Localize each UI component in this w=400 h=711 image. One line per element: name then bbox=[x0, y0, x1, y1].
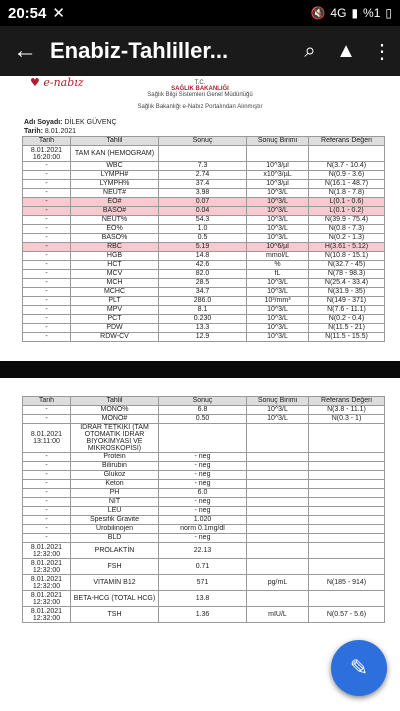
table-cell bbox=[309, 534, 385, 543]
table-row bbox=[23, 534, 385, 543]
table-cell: 10^3/L bbox=[247, 324, 309, 333]
table-cell: 0.5 bbox=[159, 234, 247, 243]
table-cell: N(3.8 - 11.1) bbox=[309, 406, 385, 415]
table-cell: 1.020 bbox=[159, 516, 247, 525]
network-label: 4G bbox=[330, 6, 347, 20]
status-bar bbox=[0, 0, 400, 26]
table-cell bbox=[309, 453, 385, 462]
table-cell: - bbox=[23, 252, 71, 261]
table-row bbox=[23, 516, 385, 525]
column-header: Tarih bbox=[23, 137, 71, 146]
table-cell: 10^3/L bbox=[247, 234, 309, 243]
table-row bbox=[23, 507, 385, 516]
table-row bbox=[23, 462, 385, 471]
name-label: Adı Soyadı: bbox=[24, 119, 63, 126]
table-cell: 10^3/L bbox=[247, 288, 309, 297]
date-label: Tarih: bbox=[24, 128, 43, 135]
table-cell: - bbox=[23, 216, 71, 225]
table-cell: LYMPH% bbox=[71, 180, 159, 189]
table-cell: - neg bbox=[159, 471, 247, 480]
table-cell: pg/mL bbox=[247, 575, 309, 591]
table-cell: Spesifik Gravite bbox=[71, 516, 159, 525]
table-cell bbox=[247, 453, 309, 462]
table-cell: - bbox=[23, 415, 71, 424]
table-cell: norm 0.1mg/dl bbox=[159, 525, 247, 534]
table-cell: PROLAKTİN bbox=[71, 543, 159, 559]
table-cell: N(0.3 - 1) bbox=[309, 415, 385, 424]
table-cell: - neg bbox=[159, 498, 247, 507]
logo-text: e-nabız bbox=[43, 76, 84, 89]
table-cell: % bbox=[247, 261, 309, 270]
table-cell: 5.19 bbox=[159, 243, 247, 252]
table-row bbox=[23, 415, 385, 424]
table-cell bbox=[247, 462, 309, 471]
column-header: Sonuç Birimi bbox=[247, 137, 309, 146]
table-cell: mmol/L bbox=[247, 252, 309, 261]
table-cell bbox=[247, 591, 309, 607]
table-cell: 6.0 bbox=[159, 489, 247, 498]
table-cell: BASO% bbox=[71, 234, 159, 243]
table-row bbox=[23, 525, 385, 534]
table-row bbox=[23, 270, 385, 279]
table-cell: NIT bbox=[71, 498, 159, 507]
table-cell: - bbox=[23, 243, 71, 252]
table-cell: N(11.5 - 21) bbox=[309, 324, 385, 333]
table-row bbox=[23, 216, 385, 225]
table-cell: 10^6/µl bbox=[247, 243, 309, 252]
table-cell bbox=[247, 146, 309, 162]
table-cell: HGB bbox=[71, 252, 159, 261]
table-row bbox=[23, 591, 385, 607]
table-cell: - bbox=[23, 489, 71, 498]
table-cell: MPV bbox=[71, 306, 159, 315]
pdf-page-1 bbox=[0, 76, 400, 361]
report-date: 8.01.2021 bbox=[44, 128, 77, 135]
column-header: Referans Değeri bbox=[309, 137, 385, 146]
column-header: Sonuç bbox=[159, 137, 247, 146]
column-header: Referans Değeri bbox=[309, 397, 385, 406]
table-row bbox=[23, 315, 385, 324]
table-cell bbox=[247, 559, 309, 575]
table-cell bbox=[309, 146, 385, 162]
table-row bbox=[23, 198, 385, 207]
table-cell: BASO# bbox=[71, 207, 159, 216]
table-cell: 10^3/L bbox=[247, 207, 309, 216]
table-cell: - bbox=[23, 207, 71, 216]
table-cell: 10^3/L bbox=[247, 306, 309, 315]
edit-fab-button[interactable] bbox=[331, 640, 387, 696]
table-cell: - bbox=[23, 525, 71, 534]
table-cell: FSH bbox=[71, 559, 159, 575]
table-cell: BLD bbox=[71, 534, 159, 543]
table-cell: 3.98 bbox=[159, 189, 247, 198]
table-cell: mIU/L bbox=[247, 607, 309, 623]
table-cell: 10^3/L bbox=[247, 415, 309, 424]
table-cell: N(78 - 98.3) bbox=[309, 270, 385, 279]
battery-icon: ▯ bbox=[385, 6, 392, 20]
table-cell bbox=[247, 480, 309, 489]
table-cell: 0.50 bbox=[159, 415, 247, 424]
table-cell: - bbox=[23, 225, 71, 234]
clock: 20:54 bbox=[8, 4, 47, 22]
table-cell: MONO# bbox=[71, 415, 159, 424]
table-cell bbox=[247, 507, 309, 516]
table-cell: 8.01.2021 12:32:00 bbox=[23, 607, 71, 623]
table-cell: MCH bbox=[71, 279, 159, 288]
table-cell: - bbox=[23, 234, 71, 243]
table-cell bbox=[247, 516, 309, 525]
table-cell: 28.5 bbox=[159, 279, 247, 288]
table-cell: MCV bbox=[71, 270, 159, 279]
table-cell: İDRAR TETKİKİ (TAM OTOMATİK İDRAR BİYOKİMYASI VE MİKROSKOPİSİ) bbox=[71, 424, 159, 453]
table-cell: N(16.1 - 48.7) bbox=[309, 180, 385, 189]
table-cell: N(31.9 - 35) bbox=[309, 288, 385, 297]
table-cell: 8.01.2021 12:32:00 bbox=[23, 591, 71, 607]
header-line-2: SAĞLIK BAKANLIĞI bbox=[171, 86, 229, 92]
table-cell bbox=[247, 543, 309, 559]
table-cell bbox=[309, 462, 385, 471]
table-cell: - bbox=[23, 288, 71, 297]
table-cell: - neg bbox=[159, 534, 247, 543]
table-cell: MONO% bbox=[71, 406, 159, 415]
table-cell: N(1.8 - 7.8) bbox=[309, 189, 385, 198]
table-cell bbox=[247, 424, 309, 453]
table-cell bbox=[247, 525, 309, 534]
table-cell: 10³/mm³ bbox=[247, 297, 309, 306]
table-cell: - bbox=[23, 498, 71, 507]
table-cell: 10^3/L bbox=[247, 315, 309, 324]
table-cell: 286.0 bbox=[159, 297, 247, 306]
table-cell: N(32.7 - 45) bbox=[309, 261, 385, 270]
table-cell: RDW-CV bbox=[71, 333, 159, 342]
table-cell: VİTAMİN B12 bbox=[71, 575, 159, 591]
table-cell: Bilirubin bbox=[71, 462, 159, 471]
table-cell: - bbox=[23, 462, 71, 471]
table-cell bbox=[309, 507, 385, 516]
table-cell: Ürobilinojen bbox=[71, 525, 159, 534]
table-row bbox=[23, 234, 385, 243]
table-header bbox=[23, 397, 385, 406]
table-cell: 34.7 bbox=[159, 288, 247, 297]
document-title: Enabiz-Tahliller... bbox=[50, 38, 229, 63]
column-header: Tahlil bbox=[71, 397, 159, 406]
table-cell: Keton bbox=[71, 480, 159, 489]
table-cell: N(0.2 - 1.3) bbox=[309, 234, 385, 243]
table-cell: - bbox=[23, 189, 71, 198]
table-cell bbox=[309, 489, 385, 498]
table-cell: 10^3/L bbox=[247, 216, 309, 225]
table-cell: - bbox=[23, 171, 71, 180]
table-row bbox=[23, 207, 385, 216]
table-cell: 8.01.2021 12:32:00 bbox=[23, 543, 71, 559]
table-row bbox=[23, 306, 385, 315]
table-cell: 0.07 bbox=[159, 198, 247, 207]
table-cell: BETA-HCG (TOTAL HCG) bbox=[71, 591, 159, 607]
table-cell: - bbox=[23, 279, 71, 288]
table-cell: Protein bbox=[71, 453, 159, 462]
table-cell: 6.8 bbox=[159, 406, 247, 415]
table-row bbox=[23, 252, 385, 261]
missed-call-icon: ✕ bbox=[52, 5, 65, 22]
table-cell: - bbox=[23, 534, 71, 543]
table-cell: x10^3/µL bbox=[247, 171, 309, 180]
table-cell: L(0.1 - 0.2) bbox=[309, 207, 385, 216]
table-cell: 10^3/µl bbox=[247, 162, 309, 171]
table-cell: N(39.9 - 75.4) bbox=[309, 216, 385, 225]
table-cell: 1.36 bbox=[159, 607, 247, 623]
table-cell bbox=[309, 516, 385, 525]
table-cell: - bbox=[23, 270, 71, 279]
table-row bbox=[23, 471, 385, 480]
table-row bbox=[23, 171, 385, 180]
table-row bbox=[23, 453, 385, 462]
table-cell: - bbox=[23, 306, 71, 315]
table-cell bbox=[309, 424, 385, 453]
table-cell bbox=[309, 543, 385, 559]
table-cell: 0.230 bbox=[159, 315, 247, 324]
table-cell: N(7.6 - 11.1) bbox=[309, 306, 385, 315]
table-cell: N(11.5 - 15.5) bbox=[309, 333, 385, 342]
table-cell: EO# bbox=[71, 198, 159, 207]
table-row bbox=[23, 575, 385, 591]
table-cell: - bbox=[23, 180, 71, 189]
table-cell: NEUT# bbox=[71, 189, 159, 198]
table-cell bbox=[309, 471, 385, 480]
table-cell bbox=[247, 498, 309, 507]
table-row bbox=[23, 543, 385, 559]
header-line-4: Sağlık Bakanlığı e-Nabız Portalından Alınmıştır bbox=[137, 104, 263, 110]
table-cell: 54.3 bbox=[159, 216, 247, 225]
page-top-margin bbox=[0, 378, 400, 396]
patient-info bbox=[0, 118, 400, 136]
table-cell bbox=[159, 146, 247, 162]
table-cell: 8.01.2021 12:32:00 bbox=[23, 559, 71, 575]
enabiz-logo bbox=[30, 76, 84, 89]
header-line-3: Sağlık Bilgi Sistemleri Genel Müdürlüğü bbox=[147, 92, 253, 98]
table-row bbox=[23, 261, 385, 270]
table-cell: N(0.9 - 3.6) bbox=[309, 171, 385, 180]
table-cell: N(25.4 - 33.4) bbox=[309, 279, 385, 288]
table-cell: 8.01.2021 16:20:00 bbox=[23, 146, 71, 162]
table-cell: 571 bbox=[159, 575, 247, 591]
table-cell: 14.8 bbox=[159, 252, 247, 261]
table-cell: 10^3/L bbox=[247, 333, 309, 342]
results-table-2 bbox=[22, 396, 385, 623]
table-cell: TSH bbox=[71, 607, 159, 623]
table-row bbox=[23, 279, 385, 288]
table-cell: 8.01.2021 13:11:00 bbox=[23, 424, 71, 453]
table-cell: - neg bbox=[159, 462, 247, 471]
table-cell: NEUT% bbox=[71, 216, 159, 225]
app-toolbar bbox=[0, 26, 400, 76]
table-cell: Glukoz bbox=[71, 471, 159, 480]
table-cell: - bbox=[23, 406, 71, 415]
table-cell: N(149 - 371) bbox=[309, 297, 385, 306]
table-cell: 2.74 bbox=[159, 171, 247, 180]
table-cell: 0.04 bbox=[159, 207, 247, 216]
table-cell: 7.3 bbox=[159, 162, 247, 171]
table-cell bbox=[309, 559, 385, 575]
table-cell: PCT bbox=[71, 315, 159, 324]
column-header: Tarih bbox=[23, 397, 71, 406]
table-row bbox=[23, 559, 385, 575]
table-cell: PDW bbox=[71, 324, 159, 333]
table-cell: HCT bbox=[71, 261, 159, 270]
table-cell: PH bbox=[71, 489, 159, 498]
table-cell: - bbox=[23, 162, 71, 171]
table-row bbox=[23, 162, 385, 171]
table-cell: 10^3/µl bbox=[247, 180, 309, 189]
table-cell bbox=[309, 591, 385, 607]
table-row bbox=[23, 498, 385, 507]
table-cell: 8.01.2021 12:32:00 bbox=[23, 575, 71, 591]
table-row bbox=[23, 333, 385, 342]
table-cell: 13.8 bbox=[159, 591, 247, 607]
status-icons bbox=[310, 6, 392, 20]
table-cell: - bbox=[23, 471, 71, 480]
table-cell bbox=[247, 489, 309, 498]
table-cell: 13.3 bbox=[159, 324, 247, 333]
table-row bbox=[23, 180, 385, 189]
table-cell: 10^3/L bbox=[247, 279, 309, 288]
table-cell: - bbox=[23, 507, 71, 516]
table-cell: 8.1 bbox=[159, 306, 247, 315]
table-cell: 42.6 bbox=[159, 261, 247, 270]
table-cell: LEU bbox=[71, 507, 159, 516]
table-cell: N(0.2 - 0.4) bbox=[309, 315, 385, 324]
table-cell: TAM KAN (HEMOGRAM) bbox=[71, 146, 159, 162]
column-header: Tahlil bbox=[71, 137, 159, 146]
table-cell: - bbox=[23, 333, 71, 342]
table-row bbox=[23, 243, 385, 252]
table-cell: 12.9 bbox=[159, 333, 247, 342]
table-cell bbox=[247, 534, 309, 543]
table-row bbox=[23, 489, 385, 498]
table-cell: - bbox=[23, 198, 71, 207]
table-cell: 22.13 bbox=[159, 543, 247, 559]
table-cell: 37.4 bbox=[159, 180, 247, 189]
table-cell: LYMPH# bbox=[71, 171, 159, 180]
table-cell bbox=[247, 471, 309, 480]
table-cell: N(185 - 914) bbox=[309, 575, 385, 591]
drive-add-icon[interactable]: ▲ bbox=[336, 39, 356, 62]
table-cell: H(3.61 - 5.12) bbox=[309, 243, 385, 252]
table-header bbox=[23, 137, 385, 146]
patient-name: DİLEK GÜVENÇ bbox=[64, 119, 117, 126]
table-row bbox=[23, 424, 385, 453]
table-cell bbox=[309, 498, 385, 507]
table-cell: - bbox=[23, 516, 71, 525]
table-row bbox=[23, 607, 385, 623]
results-table-1 bbox=[22, 136, 385, 342]
column-header: Sonuç Birimi bbox=[247, 397, 309, 406]
table-cell: - bbox=[23, 480, 71, 489]
table-cell: 10^3/L bbox=[247, 225, 309, 234]
table-cell: MCHC bbox=[71, 288, 159, 297]
table-cell: N(0.57 - 5.6) bbox=[309, 607, 385, 623]
column-header: Sonuç bbox=[159, 397, 247, 406]
table-cell: - bbox=[23, 315, 71, 324]
table-row bbox=[23, 324, 385, 333]
table-row bbox=[23, 297, 385, 306]
page-header bbox=[0, 76, 400, 118]
table-cell: 1.0 bbox=[159, 225, 247, 234]
table-cell: PLT bbox=[71, 297, 159, 306]
table-cell: 10^3/L bbox=[247, 198, 309, 207]
signal-icon: ▮ bbox=[351, 6, 359, 20]
table-cell bbox=[309, 480, 385, 489]
table-cell: - neg bbox=[159, 507, 247, 516]
table-cell: 82.0 bbox=[159, 270, 247, 279]
table-row bbox=[23, 288, 385, 297]
table-cell: - bbox=[23, 261, 71, 270]
table-row bbox=[23, 480, 385, 489]
table-row bbox=[23, 225, 385, 234]
mute-icon: 🔇 bbox=[310, 6, 326, 20]
search-icon[interactable]: ⌕ bbox=[304, 39, 316, 62]
pencil-icon: ✎ bbox=[349, 655, 369, 680]
table-cell: - neg bbox=[159, 480, 247, 489]
table-row bbox=[23, 406, 385, 415]
more-options-icon[interactable]: ⋮ bbox=[372, 40, 392, 63]
table-cell: N(3.7 - 10.4) bbox=[309, 162, 385, 171]
table-cell: EO% bbox=[71, 225, 159, 234]
battery-label: %1 bbox=[363, 6, 381, 20]
table-row bbox=[23, 146, 385, 162]
table-cell: N(10.8 - 15.1) bbox=[309, 252, 385, 261]
header-line-1: T.C. bbox=[194, 80, 206, 86]
table-cell: RBC bbox=[71, 243, 159, 252]
table-cell: 0.71 bbox=[159, 559, 247, 575]
table-cell: L(0.1 - 0.6) bbox=[309, 198, 385, 207]
table-cell: 10^3/L bbox=[247, 189, 309, 198]
table-cell: - bbox=[23, 453, 71, 462]
table-cell bbox=[159, 424, 247, 453]
table-row bbox=[23, 189, 385, 198]
table-cell: - bbox=[23, 324, 71, 333]
table-cell: fL bbox=[247, 270, 309, 279]
table-cell bbox=[309, 525, 385, 534]
table-cell: 10^3/L bbox=[247, 406, 309, 415]
back-arrow-icon[interactable]: ← bbox=[13, 37, 37, 64]
table-cell: WBC bbox=[71, 162, 159, 171]
table-cell: - bbox=[23, 297, 71, 306]
table-cell: N(0.8 - 7.3) bbox=[309, 225, 385, 234]
heart-icon: ♥ bbox=[30, 76, 40, 89]
table-cell: - neg bbox=[159, 453, 247, 462]
